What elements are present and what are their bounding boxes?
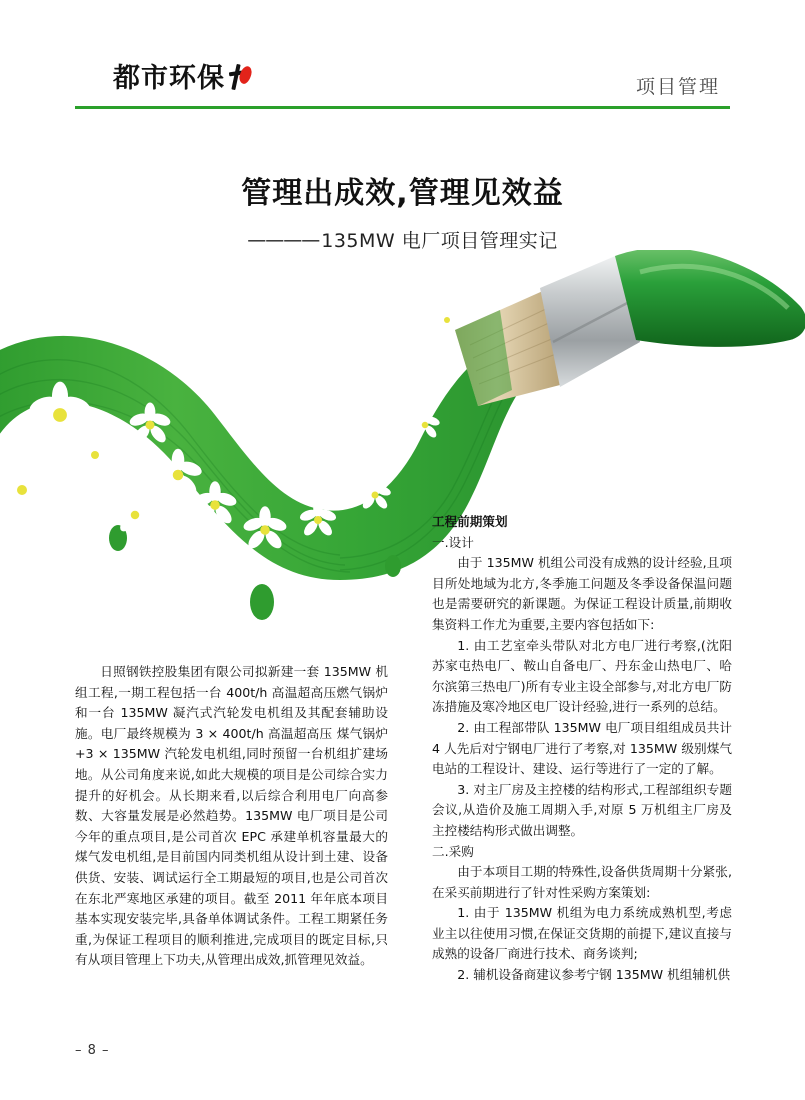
page-number: – 8 – [75, 1043, 110, 1058]
page-title: 管理出成效,管理见效益 [241, 176, 564, 211]
page-header [75, 62, 730, 108]
subsection-heading-procurement: 二.采购 [432, 843, 474, 859]
paragraph: 3. 对主厂房及主控楼的结构形式,工程部组织专题会议,从造价及施工周期入手,对原 5 万机组主厂房及主控楼结构形式做出调整。 [432, 781, 732, 838]
subsection-heading-design: 一.设计 [432, 534, 474, 550]
section-heading: 工程前期策划 [432, 514, 508, 529]
publication-logo [113, 62, 253, 92]
subtitle-dash: ———— [247, 228, 320, 251]
paragraph: 2. 辅机设备商建议参考宁钢 135MW 机组辅机供 [457, 967, 731, 983]
paragraph: 日照钢铁控股集团有限公司拟新建一套 135MW 机组工程,一期工程包括一台 400t/h 高温超高压燃气锅炉和一台 135MW 凝汽式汽轮发电机组及其配套辅助设施。电厂最终规模为 3 × 400t/h 高温超高压 煤气锅炉 +3 × 135MW 汽轮发电机组,同时预留一台机组扩建场地。从公司角度来说,如此大规模的项目是公司综合实力提升的好机会。从长期来看,以后综合利用电厂向高参数、大容量发展是必然趋势。135MW 电厂项目是公司今年的重点项目,是公司首次 EPC 承建单机容量最大的煤气发电机组,是目前国内同类机组从设计到土建、设备供货、安装、调试运行全工期最短的项目,也是公司首次在东北严寒地区承建的项目。截至 2011 年年底本项目基本实现安装完毕,具备单体调试条件。工程工期紧任务重,为保证工程项目的顺利推进,完成项目的既定目标,只有从项目管理上下功夫,从管理出成效,抓管理见效益。 [75, 664, 388, 968]
header-divider [75, 106, 730, 109]
paragraph: 1. 由工艺室牵头带队对北方电厂进行考察,(沈阳苏家屯热电厂、鞍山自备电厂、丹东金山热电厂、哈尔滨第三热电厂)所有专业主设全部参与,对北方电厂防冻措施及寒冷地区电厂设计经验,进行一系列的总结。 [432, 637, 732, 715]
logo-text: 都市环保 [113, 63, 225, 94]
body-column-right [432, 512, 732, 986]
paragraph: 1. 由于 135MW 机组为电力系统成熟机型,考虑业主以往使用习惯,在保证交货期的前提下,建议直接与成熟的设备厂商进行技术、商务谈判; [432, 905, 732, 962]
paragraph: 由于 135MW 机组公司没有成熟的设计经验,且项目所处地域为北方,冬季施工问题及冬季设备保温问题也是需要研究的新课题。为保证工程设计质量,前期收集资料工作尤为重要,主要内容包括如下: [432, 555, 732, 632]
section-label: 项目管理 [635, 76, 720, 98]
paragraph: 2. 由工程部带队 135MW 电厂项目组组成员共计 4 人先后对宁钢电厂进行了考察,对 135MW 级别煤气电站的工程设计、建设、运行等进行了一定的了解。 [432, 719, 732, 777]
article-title-block [0, 168, 805, 253]
body-column-left [75, 662, 388, 971]
red-figure-icon [227, 62, 253, 92]
subtitle-text: 135MW 电厂项目管理实记 [321, 230, 558, 252]
article-subtitle [0, 226, 805, 253]
paragraph: 由于本项目工期的特殊性,设备供货周期十分紧张,在采买前期进行了针对性采购方案策划: [432, 864, 732, 900]
